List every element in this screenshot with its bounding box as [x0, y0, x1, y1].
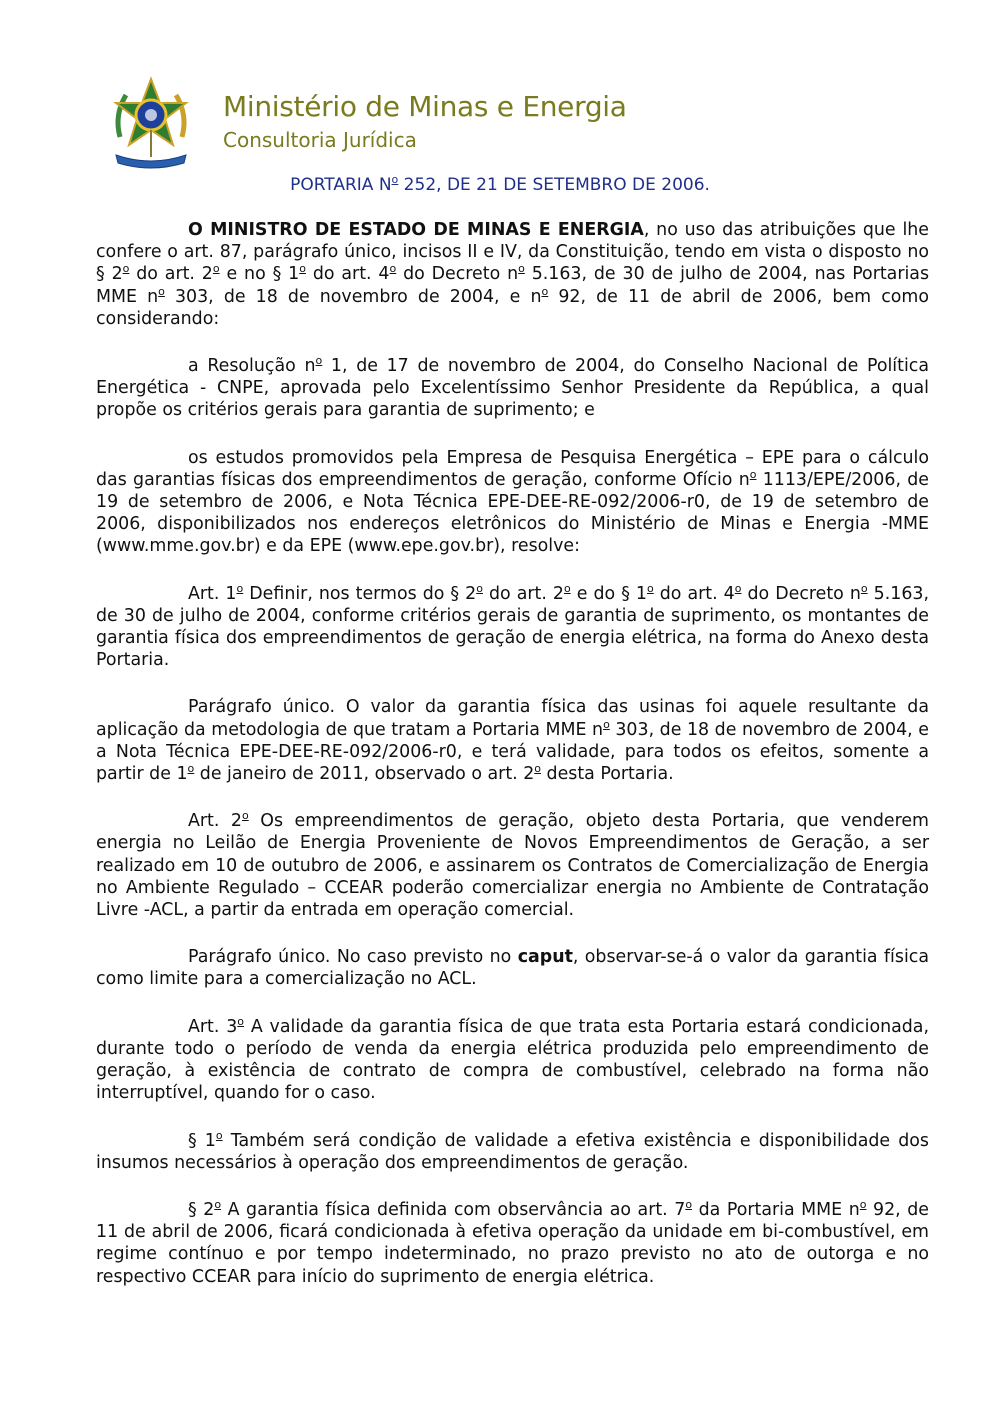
- department-name: Consultoria Jurídica: [223, 128, 417, 152]
- considering-paragraph-1: a Resolução $n^o$ 1, de 17 de novembro de 2004, do Conselho Nacional de Política Energética - CNPE, aprovada pelo Excelentíssimo Senhor Presidente da República, a qual propõe os critérios gerais para garantia de suprimento; e: [96, 354, 929, 421]
- coat-of-arms-icon: [110, 75, 192, 170]
- considering-paragraph-2: os estudos promovidos pela Empresa de Pesquisa Energética – EPE para o cálculo das garantias físicas dos empreendimentos de geração, conforme Ofício $n^o$ 1113/EPE/2006, de 19 de setembro de 2006, e Nota Técnica EPE-DEE-RE-092/2006-r0, de 19 de setembro de 2006, disponibilizados nos endereços eletrônicos do Ministério de Minas e Energia -MME (www.mme.gov.br) e da EPE (www.epe.gov.br), resolve:: [96, 447, 929, 557]
- ministry-name: Ministério de Minas e Energia: [223, 90, 627, 123]
- article-2: Art. 2$^o$ Os empreendimentos de geração, objeto desta Portaria, que venderem energia no Leilão de Energia Proveniente de Novos Empreendimentos de Geração, a ser realizado em 10 de outubro de 2006, e assinarem os Contratos de Comercialização de Energia no Ambiente Regulado – CCEAR poderão comercializar energia no Ambiente de Contratação Livre -ACL, a partir da entrada em operação comercial.: [96, 809, 929, 921]
- article-3-paragraph-1: § 1$^o$ Também será condição de validade a efetiva existência e disponibilidade dos insumos necessários à operação dos empreendimentos de geração.: [96, 1128, 929, 1173]
- article-2-sole-paragraph: Parágrafo único. No caso previsto no caput, observar-se-á o valor da garantia física como limite para a comercialização no ACL.: [96, 947, 929, 990]
- document-title: PORTARIA $N^o$ 252, DE 21 DE SETEMBRO DE 2006.: [290, 173, 710, 195]
- article-1: Art. 1$^o$ Definir, nos termos do § 2$^o$ do art. 2$^o$ e do § 1$^o$ do art. 4$^o$ do Decreto $n^o$ 5.163, de 30 de julho de 2004, conforme critérios gerais de garantia de suprimento, os montantes de garantia física dos empreendimentos de geração de energia elétrica, na forma do Anexo desta Portaria.: [96, 581, 929, 671]
- article-1-sole-paragraph: Parágrafo único. O valor da garantia física das usinas foi aquele resultante da aplicação da metodologia de que tratam a Portaria MME $n^o$ 303, de 18 de novembro de 2004, e a Nota Técnica EPE-DEE-RE-092/2006-r0, e terá validade, para todos os efeitos, somente a partir de 1$^o$ de janeiro de 2011, observado o art. 2$^o$ desta Portaria.: [96, 697, 929, 785]
- article-3-paragraph-2: § 2$^o$ A garantia física definida com observância ao art. 7$^o$ da Portaria MME $n^o$ 92, de 11 de abril de 2006, ficará condicionada à efetiva operação da unidade em bi-combustível, em regime contínuo e por tempo indeterminado, no prazo previsto no ato de outorga e no respectivo CCEAR para início do suprimento de energia elétrica.: [96, 1197, 929, 1287]
- document-body: [96, 219, 929, 1313]
- article-3: Art. 3$^o$ A validade da garantia física de que trata esta Portaria estará condicionada, durante todo o período de venda da energia elétrica produzida pelo empreendimento de geração, à existência de contrato de compra de combustível, celebrado na forma não interruptível, quando for o caso.: [96, 1014, 929, 1104]
- preamble-paragraph: O MINISTRO DE ESTADO DE MINAS E ENERGIA, no uso das atribuições que lhe confere o art. 87, parágrafo único, incisos II e IV, da Constituição, tendo em vista o disposto no § 2$^o$ do art. 2$^o$ e no § 1$^o$ do art. 4$^o$ do Decreto $n^o$ 5.163, de 30 de julho de 2004, nas Portarias MME $n^o$ 303, de 18 de novembro de 2004, e $n^o$ 92, de 11 de abril de 2006, bem como considerando:: [96, 220, 930, 329]
